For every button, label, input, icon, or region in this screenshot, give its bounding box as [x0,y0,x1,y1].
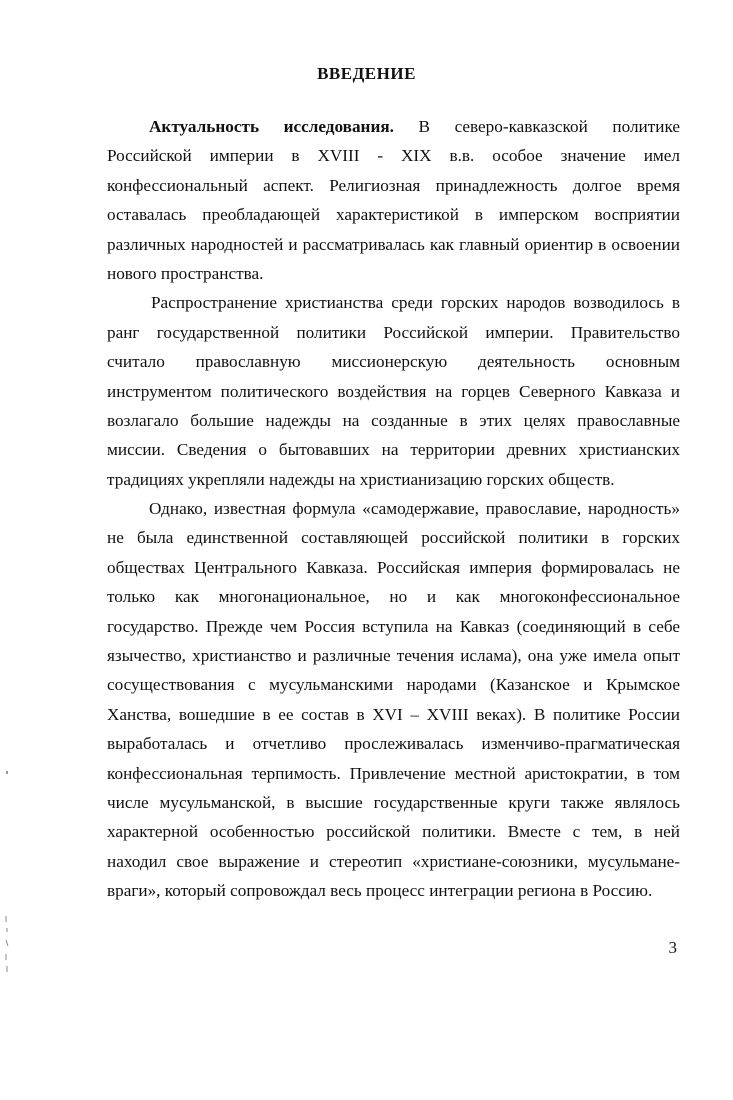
paragraph-line: только как многонациональное, но и как многоконфессиональное [107,587,680,607]
paragraph-christianity [107,288,680,494]
paragraph-line [107,112,680,141]
paragraph-line: инструментом политического воздействия на горцев Северного Кавказа и [107,381,680,401]
lead-line-rest: В северо-кавказской политике [418,117,681,136]
paragraph-line: характерной особенностью российской политики. Вместе с тем, в ней [107,822,680,842]
paragraph-line: Однако, известная формула «самодержавие, православие, народность» [149,499,680,519]
paragraph-line: не была единственной составляющей российской политики в горских [107,528,680,548]
paragraph-line: миссии. Сведения о бытовавших на территории древних христианских [107,440,680,460]
page-number: 3 [668,938,677,957]
paragraph-line: оставалась преобладающей характеристикой в имперском восприятии [107,205,680,225]
paragraph-line: нового пространства. [107,263,264,283]
paragraph-line: конфессиональный аспект. Религиозная принадлежность долгое время [107,175,680,195]
paragraph-line: считало православную миссионерскую деятельность основным [107,352,680,372]
paragraph-line: обществах Центрального Кавказа. Российская империя формировалась не [107,557,680,577]
lead-heading: Актуальность исследования. [149,117,394,136]
body-text [107,112,680,906]
page-title: ВВЕДЕНИЕ [317,64,416,83]
scan-artifact-marks [4,916,10,978]
paragraph-line: враги», который сопровождал весь процесс интеграции региона в Россию. [107,881,653,901]
paragraph-line: Распространение христианства среди горских народов возводилось в [151,293,680,313]
paragraph-line: различных народностей и рассматривалась как главный ориентир в освоении [107,234,680,254]
paragraph-line: традициях укрепляли надежды на христианизацию горских обществ. [107,469,615,489]
scan-artifact-ticks [4,916,10,976]
paragraph-line: Российской империи в XVIII - XIX в.в. особое значение имел [107,146,680,166]
paragraph-line: ранг государственной политики Российской империи. Правительство [107,322,680,342]
paragraph-line: Ханства, вошедшие в ее состав в XVI – XVIII веках). В политике России [107,704,680,724]
paragraph-line: выработалась и отчетливо прослеживалась изменчиво-прагматическая [107,734,680,754]
paragraph-relevance [107,112,680,288]
paragraph-line: государство. Прежде чем Россия вступила на Кавказ (соединяющий в себе [107,616,680,636]
paragraph-line: конфессиональная терпимость. Привлечение местной аристократии, в том [107,763,680,783]
paragraph-line: сосуществования с мусульманскими народами (Казанское и Крымское [107,675,680,695]
paragraph-formula [107,494,680,905]
paragraph-line: возлагало большие надежды на созданные в этих целях православные [107,410,680,430]
paragraph-line: язычество, христианство и различные течения ислама), она уже имела опыт [107,646,680,666]
paragraph-line: числе мусульманской, в высшие государственные круги также являлось [107,792,680,812]
scan-artifact-mark [6,771,8,774]
paragraph-line: находил свое выражение и стереотип «христиане-союзники, мусульмане- [107,851,680,871]
